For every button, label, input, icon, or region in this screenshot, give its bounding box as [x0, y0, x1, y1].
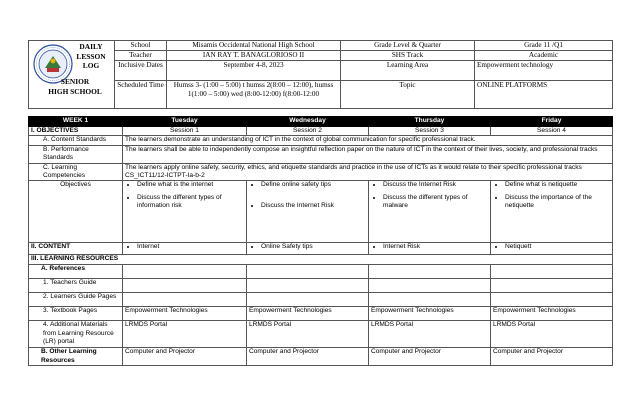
content-session-3	[369, 243, 491, 255]
dll-title-daily: DAILY	[79, 42, 103, 51]
lesson-table	[28, 116, 613, 366]
objective-item: • Discuss the different types of malware	[383, 194, 488, 211]
dates-label: Inclusive Dates	[115, 61, 167, 81]
col-header-thursday: Thursday	[369, 117, 491, 127]
session-1: Session 1	[123, 127, 247, 136]
objective-item: • Discuss the different types of information risk	[137, 194, 244, 211]
objectives-session-3	[369, 181, 491, 243]
additional-session-3: LRMDS Portal	[369, 321, 491, 348]
additional-session-4: LRMDS Portal	[491, 321, 613, 348]
empty-cell	[491, 279, 613, 293]
textbook-session-4: Empowerment Technologies	[491, 307, 613, 321]
content-item: • Internet Risk	[383, 243, 488, 251]
objective-item: • Discuss the Internet Risk	[261, 202, 366, 210]
dll-title-high-school: HIGH SCHOOL	[48, 86, 102, 96]
resources-label: III. LEARNING RESOURCES	[29, 255, 613, 265]
empty-cell	[123, 265, 247, 279]
additional-materials-label: 4. Additional Materials from Learning Resource (LR) portal	[29, 321, 123, 348]
grade-level-label: Grade Level & Quarter	[341, 41, 475, 51]
empty-cell	[123, 293, 247, 307]
objectives-label: I. OBJECTIVES	[29, 127, 123, 136]
schedule-label: Scheduled Time	[115, 81, 167, 109]
content-standards-text: The learners demonstrate an understanding of ICT in the context of global communication for specific professional track.	[123, 136, 613, 145]
empty-cell	[123, 279, 247, 293]
dates-value: September 4-8, 2023	[167, 61, 341, 81]
grade-level-value: Grade 11 /Q1	[475, 41, 613, 51]
other-session-3: Computer and Projector	[369, 348, 491, 366]
session-3: Session 3	[369, 127, 491, 136]
objective-item: • Define online safety tips	[261, 181, 366, 189]
content-item: • Internet	[137, 243, 244, 251]
empty-cell	[247, 293, 369, 307]
objective-item: • Discuss the Internet Risk	[383, 181, 488, 189]
dll-title-senior: SENIOR	[60, 77, 90, 86]
learning-competencies-text: The learners apply online safety, security, ethics, and etiquette standards and practice in the use of ICTs as it would relate to their specific professional tracks CS_ICT11/12-ICTPT-Ia-b-2	[123, 163, 613, 181]
objectives-session-4	[491, 181, 613, 243]
other-session-4: Computer and Projector	[491, 348, 613, 366]
additional-session-2: LRMDS Portal	[247, 321, 369, 348]
content-item: • Online Safety tips	[261, 243, 366, 251]
performance-standards-text: The learners shall be able to independently compose an insightful reflection paper on the nature of ICT in the context of their lives, society, and professional tracks	[123, 145, 613, 163]
header-table	[28, 40, 613, 109]
learning-area-value: Empowerment technology	[475, 61, 613, 81]
schedule-value: Humss 3- (1:00 – 5:00) t humss 2(8:00 – 12:00), humss 1(1:00 – 5:00) wed (8:00-12:00) f(8:00-12:00	[167, 81, 341, 109]
textbook-session-1: Empowerment Technologies	[123, 307, 247, 321]
empty-cell	[369, 293, 491, 307]
empty-cell	[247, 265, 369, 279]
session-4: Session 4	[491, 127, 613, 136]
content-item: • Netiquett	[505, 243, 610, 251]
other-resources-label: B. Other Learning Resources	[29, 348, 123, 366]
learning-area-label: Learning Area	[341, 61, 475, 81]
teacher-label: Teacher	[115, 51, 167, 61]
empty-cell	[491, 265, 613, 279]
teacher-value: IAN RAY T. BANAGLORIOSO II	[167, 51, 341, 61]
objective-item: • Define what is the internet	[137, 181, 244, 189]
learning-competencies-label: C. Learning Competencies	[29, 163, 123, 181]
content-session-2	[247, 243, 369, 255]
col-header-wednesday: Wednesday	[247, 117, 369, 127]
empty-cell	[247, 279, 369, 293]
objective-item: • Define what is netiquette	[505, 181, 610, 189]
performance-standards-label: B. Performance Standards	[29, 145, 123, 163]
objective-item: • Discuss the importance of the netiquette	[505, 194, 610, 211]
objectives-session-1	[123, 181, 247, 243]
learners-guide-label: 2. Learners Guide Pages	[29, 293, 123, 307]
objectives-row-label: Objectives	[29, 181, 123, 243]
content-session-4	[491, 243, 613, 255]
school-value: Misamis Occidental National High School	[167, 41, 341, 51]
other-session-1: Computer and Projector	[123, 348, 247, 366]
content-label: II. CONTENT	[29, 243, 123, 255]
school-seal-cell	[29, 41, 115, 109]
empty-cell	[369, 265, 491, 279]
topic-value: ONLINE PLATFORMS	[475, 81, 613, 109]
teachers-guide-label: 1. Teachers Guide	[29, 279, 123, 293]
textbook-label: 3. Textbook Pages	[29, 307, 123, 321]
additional-session-1: LRMDS Portal	[123, 321, 247, 348]
track-label: SHS Track	[341, 51, 475, 61]
empty-cell	[369, 279, 491, 293]
col-header-week: WEEK 1	[29, 117, 123, 127]
session-2: Session 2	[247, 127, 369, 136]
col-header-tuesday: Tuesday	[123, 117, 247, 127]
content-session-1	[123, 243, 247, 255]
textbook-session-2: Empowerment Technologies	[247, 307, 369, 321]
dll-title-lesson: LESSON	[76, 51, 106, 61]
topic-label: Topic	[341, 81, 475, 109]
dll-title-log: LOG	[82, 61, 100, 70]
col-header-friday: Friday	[491, 117, 613, 127]
track-value: Academic	[475, 51, 613, 61]
references-label: A. References	[29, 265, 123, 279]
empty-cell	[491, 293, 613, 307]
objectives-session-2	[247, 181, 369, 243]
textbook-session-3: Empowerment Technologies	[369, 307, 491, 321]
other-session-2: Computer and Projector	[247, 348, 369, 366]
school-label: School	[115, 41, 167, 51]
content-standards-label: A. Content Standards	[29, 136, 123, 145]
